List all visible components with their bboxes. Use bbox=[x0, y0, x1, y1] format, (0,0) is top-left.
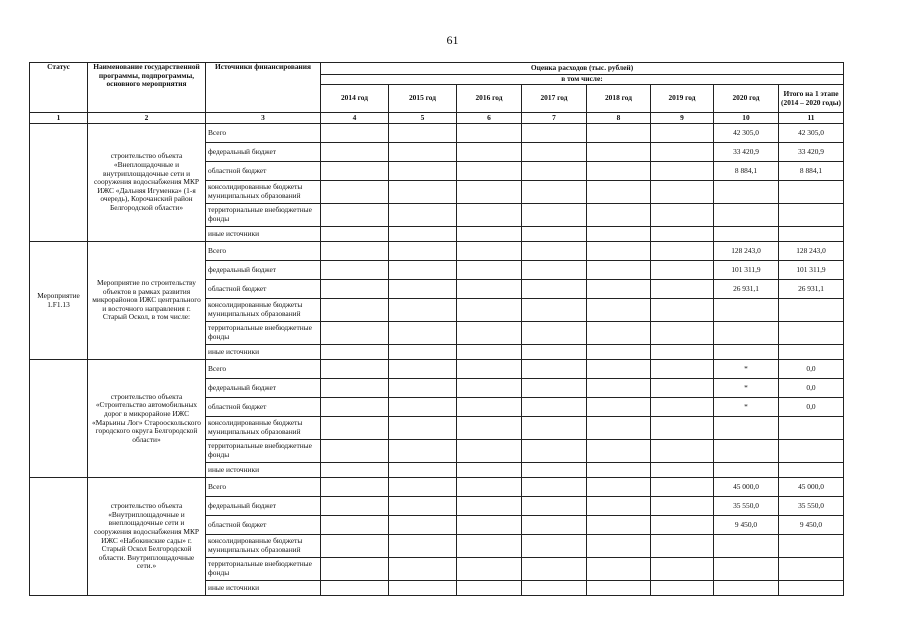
year-value-cell bbox=[457, 322, 522, 345]
year-value-cell bbox=[522, 360, 587, 379]
year-value-cell bbox=[321, 322, 389, 345]
total-value-cell bbox=[779, 322, 844, 345]
year-value-cell bbox=[389, 417, 457, 440]
year-value-cell bbox=[651, 204, 714, 227]
total-value-cell: 8 884,1 bbox=[779, 162, 844, 181]
year-value-cell bbox=[651, 417, 714, 440]
year-value-cell bbox=[321, 440, 389, 463]
year-2020-value-cell bbox=[714, 558, 779, 581]
year-value-cell bbox=[651, 261, 714, 280]
year-value-cell bbox=[457, 497, 522, 516]
column-number: 4 bbox=[321, 113, 389, 124]
header-estimate: Оценка расходов (тыс. рублей) bbox=[321, 63, 844, 75]
header-year: 2019 год bbox=[651, 85, 714, 113]
year-value-cell bbox=[321, 379, 389, 398]
total-value-cell bbox=[779, 535, 844, 558]
year-value-cell bbox=[587, 227, 651, 242]
year-2020-value-cell bbox=[714, 463, 779, 478]
year-value-cell bbox=[522, 143, 587, 162]
year-value-cell bbox=[457, 516, 522, 535]
year-value-cell bbox=[522, 261, 587, 280]
year-value-cell bbox=[587, 558, 651, 581]
year-value-cell bbox=[389, 162, 457, 181]
header-status: Статус bbox=[30, 63, 88, 113]
total-value-cell bbox=[779, 581, 844, 596]
year-value-cell bbox=[651, 124, 714, 143]
year-value-cell bbox=[321, 299, 389, 322]
year-value-cell bbox=[522, 204, 587, 227]
year-value-cell bbox=[651, 143, 714, 162]
year-2020-value-cell bbox=[714, 204, 779, 227]
year-value-cell bbox=[389, 535, 457, 558]
year-value-cell bbox=[321, 261, 389, 280]
year-2020-value-cell: 33 420,9 bbox=[714, 143, 779, 162]
year-value-cell bbox=[587, 280, 651, 299]
year-value-cell bbox=[522, 581, 587, 596]
year-value-cell bbox=[389, 227, 457, 242]
header-sources: Источники финансирования bbox=[206, 63, 321, 113]
year-2020-value-cell: * bbox=[714, 360, 779, 379]
year-value-cell bbox=[522, 124, 587, 143]
year-value-cell bbox=[389, 299, 457, 322]
year-value-cell bbox=[457, 440, 522, 463]
funding-source-cell: Всего bbox=[206, 124, 321, 143]
year-value-cell bbox=[389, 581, 457, 596]
page-number: 61 bbox=[446, 33, 459, 47]
year-value-cell bbox=[457, 280, 522, 299]
year-value-cell bbox=[587, 124, 651, 143]
total-value-cell bbox=[779, 181, 844, 204]
funding-source-cell: территориальные внебюджетные фонды bbox=[206, 558, 321, 581]
year-value-cell bbox=[587, 242, 651, 261]
year-2020-value-cell bbox=[714, 581, 779, 596]
year-value-cell bbox=[457, 558, 522, 581]
total-value-cell bbox=[779, 463, 844, 478]
year-value-cell bbox=[587, 516, 651, 535]
year-value-cell bbox=[522, 322, 587, 345]
year-value-cell bbox=[522, 280, 587, 299]
year-value-cell bbox=[587, 478, 651, 497]
year-value-cell bbox=[587, 581, 651, 596]
year-value-cell bbox=[587, 299, 651, 322]
year-value-cell bbox=[587, 417, 651, 440]
header-year: 2017 год bbox=[522, 85, 587, 113]
year-value-cell bbox=[321, 360, 389, 379]
year-value-cell bbox=[651, 322, 714, 345]
measure-name-cell: Мероприятие по строительству объектов в рамках развития микрорайонов ИЖС центрального и восточного направления г. Старый Оскол, в том числе: bbox=[88, 242, 206, 360]
year-value-cell bbox=[321, 242, 389, 261]
total-value-cell: 0,0 bbox=[779, 379, 844, 398]
year-value-cell bbox=[522, 558, 587, 581]
year-value-cell bbox=[587, 143, 651, 162]
funding-source-cell: федеральный бюджет bbox=[206, 497, 321, 516]
year-value-cell bbox=[587, 162, 651, 181]
year-value-cell bbox=[457, 162, 522, 181]
year-value-cell bbox=[389, 516, 457, 535]
total-value-cell: 128 243,0 bbox=[779, 242, 844, 261]
year-value-cell bbox=[587, 398, 651, 417]
year-value-cell bbox=[457, 360, 522, 379]
year-value-cell bbox=[321, 398, 389, 417]
year-value-cell bbox=[457, 143, 522, 162]
year-value-cell bbox=[389, 124, 457, 143]
year-value-cell bbox=[651, 497, 714, 516]
year-2020-value-cell: 26 931,1 bbox=[714, 280, 779, 299]
year-value-cell bbox=[651, 440, 714, 463]
funding-source-cell: территориальные внебюджетные фонды bbox=[206, 440, 321, 463]
measure-name-cell: строительство объекта «Внеплощадочные и внутриплощадочные сети и сооружения водоснабжения МКР ИЖС «Дальняя Игуменка» (1-я очередь), Корочанский район Белгородской области» bbox=[88, 124, 206, 242]
year-value-cell bbox=[522, 181, 587, 204]
funding-source-cell: федеральный бюджет bbox=[206, 143, 321, 162]
total-value-cell bbox=[779, 204, 844, 227]
year-value-cell bbox=[522, 398, 587, 417]
year-value-cell bbox=[651, 181, 714, 204]
status-cell bbox=[30, 478, 88, 596]
year-value-cell bbox=[321, 417, 389, 440]
year-value-cell bbox=[522, 417, 587, 440]
year-2020-value-cell: 128 243,0 bbox=[714, 242, 779, 261]
funding-source-cell: консолидированные бюджеты муниципальных образований bbox=[206, 181, 321, 204]
status-cell bbox=[30, 360, 88, 478]
year-value-cell bbox=[457, 463, 522, 478]
year-value-cell bbox=[321, 124, 389, 143]
year-2020-value-cell: 35 550,0 bbox=[714, 497, 779, 516]
year-2020-value-cell: * bbox=[714, 398, 779, 417]
year-value-cell bbox=[457, 535, 522, 558]
year-value-cell bbox=[321, 516, 389, 535]
year-value-cell bbox=[651, 478, 714, 497]
column-number: 11 bbox=[779, 113, 844, 124]
year-value-cell bbox=[321, 535, 389, 558]
funding-source-cell: иные источники bbox=[206, 345, 321, 360]
funding-source-cell: Всего bbox=[206, 360, 321, 379]
funding-source-cell: областной бюджет bbox=[206, 516, 321, 535]
year-2020-value-cell bbox=[714, 181, 779, 204]
year-value-cell bbox=[587, 360, 651, 379]
year-value-cell bbox=[389, 478, 457, 497]
funding-source-cell: иные источники bbox=[206, 581, 321, 596]
year-2020-value-cell: 8 884,1 bbox=[714, 162, 779, 181]
year-value-cell bbox=[457, 124, 522, 143]
funding-source-cell: федеральный бюджет bbox=[206, 261, 321, 280]
year-value-cell bbox=[457, 417, 522, 440]
year-value-cell bbox=[389, 497, 457, 516]
year-value-cell bbox=[457, 345, 522, 360]
header-year: 2014 год bbox=[321, 85, 389, 113]
year-value-cell bbox=[522, 345, 587, 360]
year-value-cell bbox=[522, 227, 587, 242]
year-value-cell bbox=[651, 299, 714, 322]
header-name: Наименование государственной программы, подпрограммы, основного мероприятия bbox=[88, 63, 206, 113]
year-value-cell bbox=[522, 379, 587, 398]
year-value-cell bbox=[321, 345, 389, 360]
year-2020-value-cell bbox=[714, 322, 779, 345]
year-value-cell bbox=[522, 299, 587, 322]
total-value-cell: 9 450,0 bbox=[779, 516, 844, 535]
measure-name-cell: строительство объекта «Внутриплощадочные и внеплощадочные сети и сооружения водоснабжения МКР ИЖС «Набокинские сады» г. Старый Оскол Белгородской области. Внутриплощадочные сети.» bbox=[88, 478, 206, 596]
column-number: 2 bbox=[88, 113, 206, 124]
year-value-cell bbox=[321, 478, 389, 497]
funding-source-cell: областной бюджет bbox=[206, 398, 321, 417]
year-value-cell bbox=[651, 360, 714, 379]
year-value-cell bbox=[651, 162, 714, 181]
funding-source-cell: областной бюджет bbox=[206, 280, 321, 299]
year-value-cell bbox=[457, 581, 522, 596]
year-2020-value-cell: 101 311,9 bbox=[714, 261, 779, 280]
funding-source-cell: Всего bbox=[206, 478, 321, 497]
table-row bbox=[30, 360, 844, 379]
year-value-cell bbox=[587, 463, 651, 478]
total-value-cell bbox=[779, 440, 844, 463]
status-cell bbox=[30, 124, 88, 242]
funding-source-cell: территориальные внебюджетные фонды bbox=[206, 322, 321, 345]
year-value-cell bbox=[587, 535, 651, 558]
year-value-cell bbox=[651, 280, 714, 299]
funding-source-cell: консолидированные бюджеты муниципальных образований bbox=[206, 417, 321, 440]
year-value-cell bbox=[389, 398, 457, 417]
funding-source-cell: территориальные внебюджетные фонды bbox=[206, 204, 321, 227]
year-value-cell bbox=[389, 143, 457, 162]
column-number: 6 bbox=[457, 113, 522, 124]
total-value-cell: 45 000,0 bbox=[779, 478, 844, 497]
year-value-cell bbox=[457, 398, 522, 417]
total-value-cell: 35 550,0 bbox=[779, 497, 844, 516]
year-value-cell bbox=[587, 497, 651, 516]
total-value-cell bbox=[779, 558, 844, 581]
year-value-cell bbox=[522, 535, 587, 558]
year-value-cell bbox=[389, 463, 457, 478]
year-value-cell bbox=[457, 181, 522, 204]
column-number: 3 bbox=[206, 113, 321, 124]
total-value-cell: 101 311,9 bbox=[779, 261, 844, 280]
year-value-cell bbox=[587, 261, 651, 280]
year-value-cell bbox=[389, 181, 457, 204]
year-value-cell bbox=[457, 204, 522, 227]
year-value-cell bbox=[321, 463, 389, 478]
header-year: 2020 год bbox=[714, 85, 779, 113]
total-value-cell bbox=[779, 417, 844, 440]
year-value-cell bbox=[522, 497, 587, 516]
year-2020-value-cell bbox=[714, 227, 779, 242]
header-including: в том числе: bbox=[321, 75, 844, 85]
column-number: 5 bbox=[389, 113, 457, 124]
total-value-cell: 0,0 bbox=[779, 360, 844, 379]
budget-table bbox=[29, 62, 844, 596]
year-value-cell bbox=[651, 227, 714, 242]
year-value-cell bbox=[522, 463, 587, 478]
year-value-cell bbox=[587, 181, 651, 204]
year-value-cell bbox=[587, 379, 651, 398]
year-value-cell bbox=[457, 379, 522, 398]
year-2020-value-cell bbox=[714, 440, 779, 463]
funding-source-cell: областной бюджет bbox=[206, 162, 321, 181]
year-value-cell bbox=[321, 143, 389, 162]
year-value-cell bbox=[389, 261, 457, 280]
total-value-cell: 26 931,1 bbox=[779, 280, 844, 299]
year-value-cell bbox=[321, 558, 389, 581]
header-total: Итого на 1 этапе (2014 – 2020 годы) bbox=[779, 85, 844, 113]
header-year: 2016 год bbox=[457, 85, 522, 113]
year-value-cell bbox=[651, 463, 714, 478]
total-value-cell bbox=[779, 299, 844, 322]
year-value-cell bbox=[522, 440, 587, 463]
year-value-cell bbox=[457, 261, 522, 280]
year-value-cell bbox=[651, 581, 714, 596]
column-number: 8 bbox=[587, 113, 651, 124]
year-2020-value-cell bbox=[714, 345, 779, 360]
year-value-cell bbox=[321, 280, 389, 299]
year-value-cell bbox=[651, 242, 714, 261]
year-value-cell bbox=[321, 162, 389, 181]
year-value-cell bbox=[651, 398, 714, 417]
year-value-cell bbox=[587, 322, 651, 345]
funding-source-cell: иные источники bbox=[206, 227, 321, 242]
year-value-cell bbox=[651, 345, 714, 360]
total-value-cell: 42 305,0 bbox=[779, 124, 844, 143]
year-value-cell bbox=[457, 478, 522, 497]
header-year: 2015 год bbox=[389, 85, 457, 113]
year-2020-value-cell bbox=[714, 299, 779, 322]
year-2020-value-cell: 45 000,0 bbox=[714, 478, 779, 497]
funding-source-cell: федеральный бюджет bbox=[206, 379, 321, 398]
header-year: 2018 год bbox=[587, 85, 651, 113]
year-value-cell bbox=[522, 516, 587, 535]
year-value-cell bbox=[587, 204, 651, 227]
total-value-cell: 33 420,9 bbox=[779, 143, 844, 162]
year-value-cell bbox=[389, 379, 457, 398]
column-number: 10 bbox=[714, 113, 779, 124]
total-value-cell bbox=[779, 345, 844, 360]
year-value-cell bbox=[389, 345, 457, 360]
status-cell: Мероприятие 1.F1.13 bbox=[30, 242, 88, 360]
year-value-cell bbox=[587, 440, 651, 463]
year-value-cell bbox=[389, 204, 457, 227]
year-value-cell bbox=[522, 162, 587, 181]
year-value-cell bbox=[457, 299, 522, 322]
year-value-cell bbox=[651, 516, 714, 535]
total-value-cell: 0,0 bbox=[779, 398, 844, 417]
total-value-cell bbox=[779, 227, 844, 242]
year-2020-value-cell bbox=[714, 417, 779, 440]
year-value-cell bbox=[651, 379, 714, 398]
funding-source-cell: Всего bbox=[206, 242, 321, 261]
year-value-cell bbox=[651, 558, 714, 581]
funding-source-cell: консолидированные бюджеты муниципальных образований bbox=[206, 535, 321, 558]
year-value-cell bbox=[651, 535, 714, 558]
year-value-cell bbox=[587, 345, 651, 360]
table-row bbox=[30, 478, 844, 497]
year-value-cell bbox=[389, 440, 457, 463]
year-value-cell bbox=[389, 242, 457, 261]
year-value-cell bbox=[389, 360, 457, 379]
year-2020-value-cell: 42 305,0 bbox=[714, 124, 779, 143]
year-value-cell bbox=[457, 227, 522, 242]
year-value-cell bbox=[457, 242, 522, 261]
funding-source-cell: иные источники bbox=[206, 463, 321, 478]
year-value-cell bbox=[321, 181, 389, 204]
column-number: 9 bbox=[651, 113, 714, 124]
year-2020-value-cell: * bbox=[714, 379, 779, 398]
table-row bbox=[30, 124, 844, 143]
year-value-cell bbox=[389, 558, 457, 581]
year-value-cell bbox=[389, 280, 457, 299]
year-value-cell bbox=[321, 227, 389, 242]
funding-source-cell: консолидированные бюджеты муниципальных образований bbox=[206, 299, 321, 322]
year-value-cell bbox=[389, 322, 457, 345]
table-row bbox=[30, 242, 844, 261]
column-number: 7 bbox=[522, 113, 587, 124]
year-value-cell bbox=[321, 497, 389, 516]
column-number: 1 bbox=[30, 113, 88, 124]
year-value-cell bbox=[321, 204, 389, 227]
year-value-cell bbox=[321, 581, 389, 596]
year-2020-value-cell bbox=[714, 535, 779, 558]
year-2020-value-cell: 9 450,0 bbox=[714, 516, 779, 535]
year-value-cell bbox=[522, 478, 587, 497]
measure-name-cell: строительство объекта «Строительство автомобильных дорог в микрорайоне ИЖС «Марьины Лог» Старооскольского городского округа Белгородской области» bbox=[88, 360, 206, 478]
year-value-cell bbox=[522, 242, 587, 261]
